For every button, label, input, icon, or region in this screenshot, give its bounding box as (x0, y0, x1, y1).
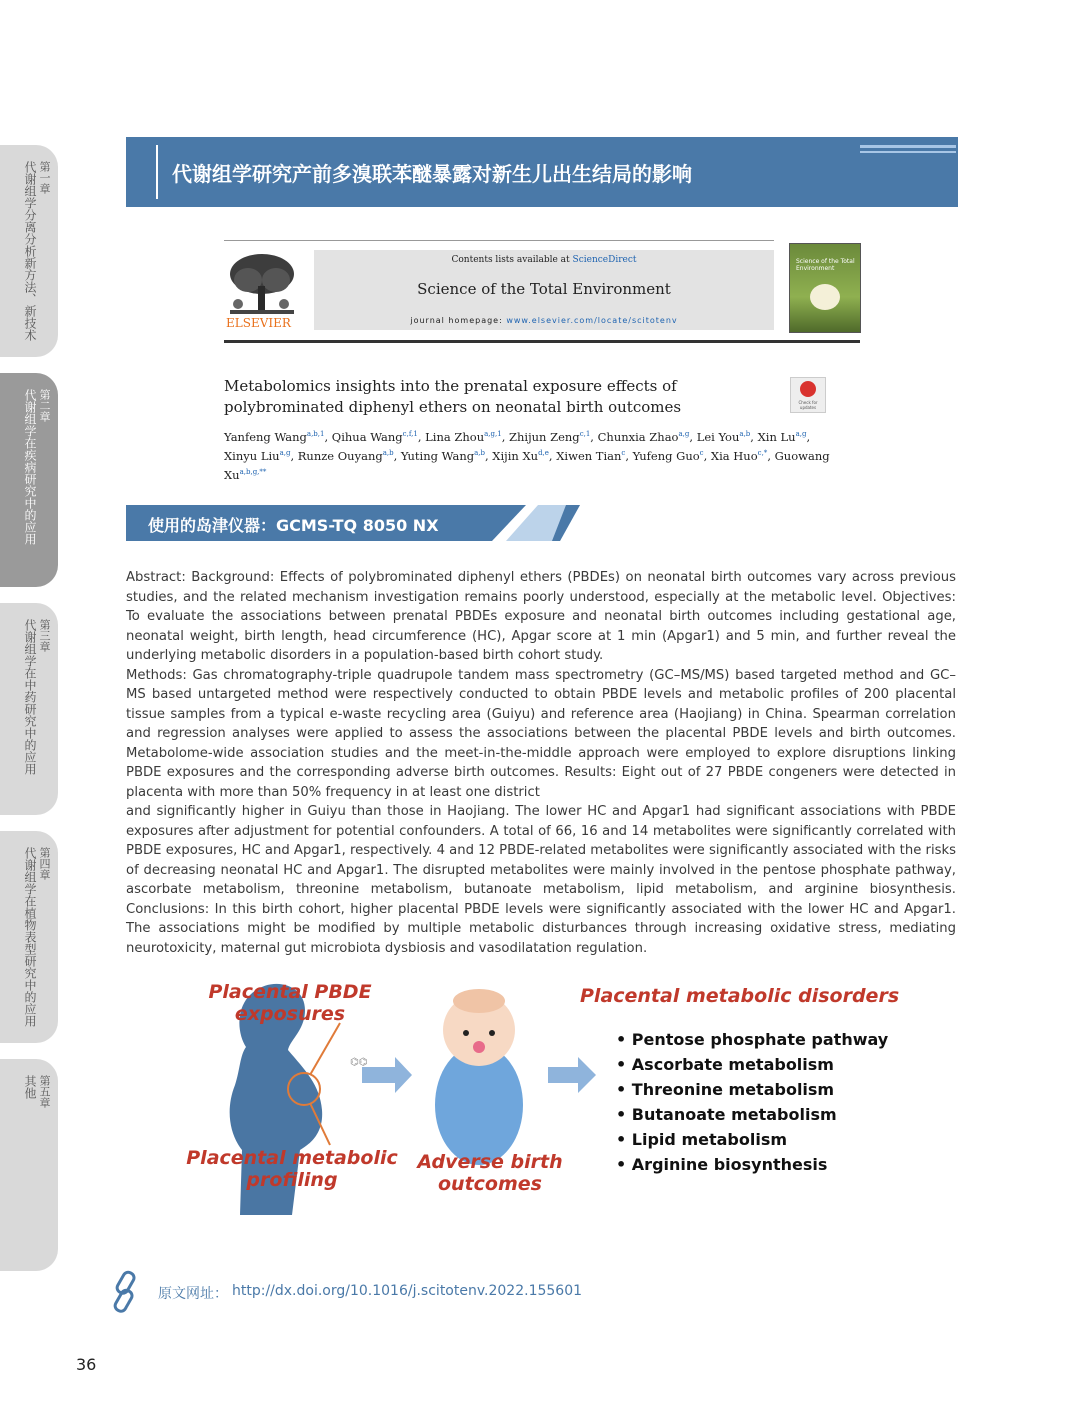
outcome-label-line: outcomes (438, 1173, 542, 1195)
author-affiliation: a,b (474, 448, 485, 457)
homepage-prefix: journal homepage: (410, 316, 507, 325)
author-name: Xiwen Tian (556, 448, 622, 463)
abstract-paragraph: and significantly higher in Guiyu than those in Haojiang. The lower HC and Apgar1 had significant associations with PBDE exposures after adjustment for potential confounders. A total of 66, 16 and 14 metabolites were significantly correlated with PBDE exposures, HC and Apgar1, respectively. 4 and 12 PBDE-related metabolites were significantly associated with the risks of decreasing neonatal HC and Apgar1. The disrupted metabolites were mainly involved in the pentose phosphate pathway, ascorbate metabolism, threonine metabolism, butanoate metabolism, lipid metabolism, and arginine biosynthesis. Conclusions: In this birth cohort, higher placental PBDE levels were significantly associated with the lower HC and Apgar1. The associations might be modified by multiple metabolic disturbances through increasing oxidative stress, mediating neurotoxicity, maternal gut microbiota dysbiosis and vasodilatation regulation. (126, 804, 956, 956)
author-affiliation: a,g,1 (484, 430, 502, 438)
journal-cover-image (789, 243, 861, 333)
list-item: • Lipid metabolism (616, 1127, 888, 1152)
molecule-sketch: ⌬⌬ (350, 1057, 368, 1068)
check-for-updates-badge[interactable] (790, 377, 826, 413)
page-title: 代谢组学研究产前多溴联苯醚暴露对新生儿出生结局的影响 (172, 162, 692, 186)
chapter-tab-1[interactable] (0, 145, 58, 357)
outcome-label-line: Adverse birth (417, 1151, 563, 1173)
chapter-tab-5-number: 第五章 (38, 1075, 51, 1108)
exposure-label-line: Placental PBDE (208, 981, 372, 1003)
header-stripe (860, 145, 956, 148)
source-url-link[interactable]: http://dx.doi.org/10.1016/j.scitotenv.2022.155601 (232, 1283, 583, 1299)
journal-info-box (314, 250, 774, 330)
author-name: Yanfeng Wang (224, 429, 307, 444)
author-name: Runze Ouyang (297, 448, 383, 463)
author-affiliation: a,g (678, 430, 690, 438)
contents-prefix: Contents lists available at (451, 255, 573, 265)
author-name: Chunxia Zhao (597, 429, 679, 444)
chapter-tab-5[interactable] (0, 1059, 58, 1271)
chapter-tab-2-title: 代谢组学在疾病研究中的应用 (23, 389, 37, 545)
author-name: Lei You (696, 429, 740, 444)
list-item: • Ascorbate metabolism (616, 1052, 888, 1077)
exposure-label-line: exposures (234, 1003, 346, 1025)
author-name: Guowang Xu (224, 448, 830, 482)
abstract-paragraph: Methods: Gas chromatography-triple quadrupole tandem mass spectrometry (GC–MS/MS) based targeted method and GC–MS based untargeted method were respectively conducted to obtain PBDE levels and metabolic profiles of 200 placental tissue samples from a typical e-waste recycling area (Guiyu) and reference area (Haojiang) in China. Spearman correlation and regression analyses were applied to assess the associations between the placental PBDE levels and birth outcomes. Metabolome-wide association studies and the meet-in-the-middle approach were employed to explore disruptions linking PBDE exposures and the corresponding adverse birth outcomes. Results: Eight out of 27 PBDE congeners were detected in placenta with more than 50% frequency in at least one district (126, 667, 956, 800)
source-label: 原文网址： (158, 1286, 228, 1302)
homepage-link[interactable]: www.elsevier.com/locate/scitotenv (506, 316, 678, 325)
author-affiliation: c (699, 448, 704, 457)
abstract (126, 568, 956, 958)
outcome-label (410, 1151, 570, 1195)
section-header-banner (126, 137, 958, 207)
author-affiliation: c,f,1 (402, 430, 418, 438)
flow-arrow-icon (548, 1057, 596, 1093)
chapter-tab-2-number: 第二章 (38, 389, 51, 422)
instrument-banner (126, 505, 580, 541)
journal-banner (224, 240, 860, 344)
author-affiliation: c,1 (579, 430, 591, 438)
header-stripe (860, 151, 956, 153)
sciencedirect-link[interactable]: ScienceDirect (572, 255, 637, 265)
instrument-label: 使用的岛津仪器：GCMS-TQ 8050 NX (148, 516, 439, 535)
cover-flower-graphic (810, 284, 840, 310)
chapter-tab-4[interactable] (0, 831, 58, 1043)
author-affiliation: a,b (739, 430, 751, 438)
chapter-tab-3[interactable] (0, 603, 58, 815)
author-name: Qihua Wang (331, 429, 403, 444)
chapter-tab-4-number: 第四章 (38, 847, 51, 880)
author-affiliation: c (621, 448, 626, 457)
author-name: Lina Zhou (425, 429, 485, 444)
journal-homepage (314, 316, 774, 325)
author-affiliation: a,g (795, 430, 807, 438)
abstract-paragraph: Abstract: Background: Effects of polybrominated diphenyl ethers (PBDEs) on neonatal birth outcomes vary across previous studies, and the related mechanism investigation remains poorly understood, especially at the metabolic level. Objectives: To evaluate the associations between prenatal PBDEs exposure and neonatal birth outcomes including gestational age, neonatal weight, birth length, head circumference (HC), Apgar score at 1 min (Apgar1) and 5 min, and further reveal the underlying metabolic disorders in a population-based birth cohort study. (126, 570, 956, 663)
article-title: Metabolomics insights into the prenatal exposure effects of polybrominated diphenyl ethers on neonatal birth outcomes (224, 377, 682, 416)
list-item: • Butanoate metabolism (616, 1102, 888, 1127)
author-name: Xin Lu (757, 429, 796, 444)
author-affiliation: a,b (382, 448, 394, 457)
disorders-list (616, 1027, 888, 1177)
flow-arrow-icon (362, 1057, 412, 1093)
chapter-tab-1-title: 代谢组学分离分析新方法、新技术 (23, 161, 37, 341)
author-name: Zhijun Zeng (509, 429, 580, 444)
header-divider (156, 145, 158, 199)
author-affiliation: a,b,g,** (239, 467, 267, 476)
journal-name: Science of the Total Environment (417, 280, 671, 298)
disorders-title: Placental metabolic disorders (580, 985, 900, 1007)
profiling-label-line: Placental metabolic (186, 1147, 398, 1169)
author-name: Yufeng Guo (632, 448, 700, 463)
list-item: • Pentose phosphate pathway (616, 1027, 888, 1052)
chapter-tab-3-title: 代谢组学在中药研究中的应用 (23, 619, 37, 775)
page-number: 36 (76, 1355, 97, 1374)
profiling-label (184, 1147, 400, 1191)
author-list: Yanfeng Wang$^{a,b,1}$, Qihua Wang$^{c,f,1}$, Lina Zhou$^{a,g,1}$, Zhijun Zeng$^{c,1}$, Chunxia Zhao$^{a,g}$, Lei You$^{a,b}$, Xin Lu$^{a,g}$, Xinyu Liu$^{a,g}$, Runze Ouyang$^{a,b}$, Yuting Wang$^{a,b}$, Xijin Xu$^{d,e}$, Xiwen Tian$^c$, Yufeng Guo$^c$, Xia Huo$^{c,*}$, Guowang $Xu^{a,b,g,**}$ (224, 429, 830, 482)
chapter-tab-5-title: 其他 (23, 1075, 37, 1099)
chapter-tab-2[interactable] (0, 373, 58, 587)
author-name: Xinyu Liu (224, 448, 280, 463)
list-item: • Arginine biosynthesis (616, 1152, 888, 1177)
publisher-name: ELSEVIER (226, 316, 291, 330)
contents-availability (314, 255, 774, 265)
chapter-tab-3-number: 第三章 (38, 619, 51, 652)
profiling-label-line: profiling (246, 1169, 338, 1191)
chapter-tab-1-number: 第一章 (38, 161, 51, 194)
journal-top-rule (224, 240, 774, 241)
cover-title: Science of the Total Environment (796, 258, 855, 272)
author-affiliation: a,b,1 (306, 430, 325, 438)
graphical-abstract (180, 975, 910, 1215)
link-icon (108, 1270, 144, 1314)
chapter-tab-4-title: 代谢组学在植物表型研究中的应用 (23, 847, 37, 1027)
journal-bottom-rule (224, 340, 860, 343)
author-name: Yuting Wang (400, 448, 475, 463)
check-updates-icon (800, 381, 816, 397)
author-name: Xijin Xu (492, 448, 539, 463)
list-item: • Threonine metabolism (616, 1077, 888, 1102)
check-updates-label: Check for updates (798, 400, 818, 410)
exposure-connector (310, 1023, 340, 1075)
author-affiliation: c,* (757, 448, 768, 457)
author-name: Xia Huo (710, 448, 758, 463)
exposure-label (200, 981, 380, 1025)
author-affiliation: d,e (538, 448, 549, 457)
author-affiliation: a,g (279, 448, 291, 457)
